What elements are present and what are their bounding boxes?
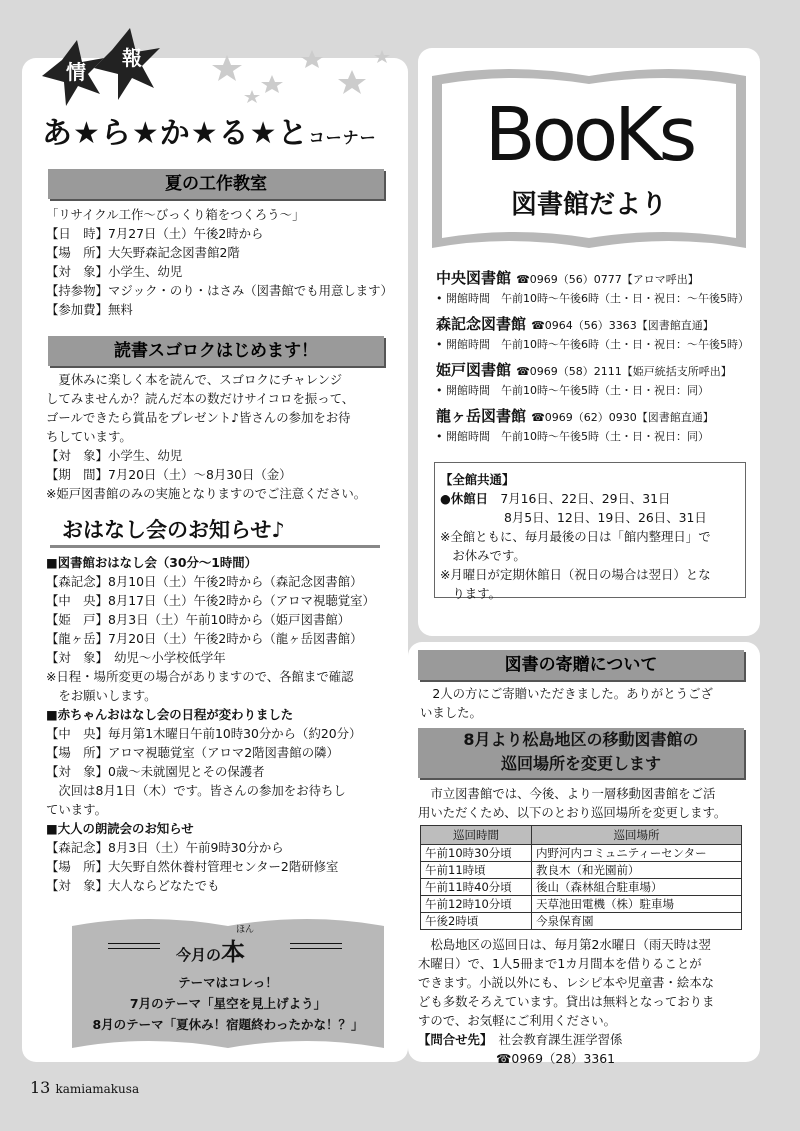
library-list xyxy=(436,267,749,451)
common-note: お休みです。 xyxy=(440,548,526,563)
monthly-book-line: 7月のテーマ「星空を見上げよう」 xyxy=(129,996,327,1011)
library-hours: • 開館時間 午前10時～午後5時（土・日・祝日：同） xyxy=(436,430,709,443)
route-time: 午前10時30分頃 xyxy=(421,845,532,862)
donation-line: 2人の方にご寄贈いただきました。ありがとうござ xyxy=(420,686,713,701)
mobile-body-line: できます。小説以外にも、レシピ本や児童書・絵本な xyxy=(418,975,715,990)
common-note: ※月曜日が定期休館日（祝日の場合は翌日）とな xyxy=(440,567,711,582)
sugoroku-line: ゴールできたら賞品をプレゼント♪皆さんの参加をお待 xyxy=(46,410,351,425)
library-hours: • 開館時間 午前10時～午後6時（土・日・祝日：～午後5時） xyxy=(436,338,749,351)
library-note: 【アロマ呼出】 xyxy=(621,273,699,286)
monthly-book-line: テーマはコレっ！ xyxy=(178,975,278,990)
route-table xyxy=(420,825,742,930)
common-closed-line1: 7月16日、22日、29日、31日 xyxy=(500,491,671,506)
library-tel: ☎0969（56）0777 xyxy=(516,273,622,286)
mobile-heading-line2: 巡回場所を変更します xyxy=(500,754,661,773)
sugoroku-line: ちしています。 xyxy=(46,429,132,444)
common-heading: 【全館共通】 xyxy=(440,472,515,487)
table-row xyxy=(421,913,742,930)
footer-brand: kamiamakusa xyxy=(55,1082,140,1096)
ohanashi-line: 【龍ヶ岳】7月20日（土）午後2時から（龍ヶ岳図書館） xyxy=(46,631,363,646)
table-row xyxy=(421,896,742,913)
mobile-body-line: すので、お気軽にご利用ください。 xyxy=(418,1013,617,1028)
ohanashi-body xyxy=(46,553,375,895)
mobile-body-line: 木曜日）で、1人5冊まで1カ月間本を借りることが xyxy=(418,956,702,971)
contact-label: 【問合せ先】 xyxy=(418,1032,487,1047)
table-row xyxy=(421,845,742,862)
route-place: 教良木（和光園前） xyxy=(532,862,742,879)
books-subtitle: 図書館だより xyxy=(510,190,667,220)
sugoroku-body xyxy=(46,370,366,503)
mobile-heading xyxy=(418,728,744,778)
ohanashi-line: ています。 xyxy=(46,802,107,817)
ohanashi-underline xyxy=(50,545,380,548)
ohanashi-line: 【姫 戸】8月3日（土）午前10時から（姫戸図書館） xyxy=(46,612,351,627)
footer xyxy=(30,1078,139,1097)
route-table-header xyxy=(421,826,742,845)
sugoroku-line: してみませんか？読んだ本の数だけサイコロを振って、 xyxy=(46,391,355,406)
craft-line: 【場 所】大矢野森記念図書館2階 xyxy=(46,245,240,260)
contact-dept: 社会教育課生涯学習係 xyxy=(498,1032,623,1047)
monthly-book-rule-right xyxy=(290,943,342,949)
library-hours: • 開館時間 午前10時～午後5時（土・日・祝日：同） xyxy=(436,384,709,397)
library-item xyxy=(436,359,749,405)
mobile-heading-line1: 8月より松島地区の移動図書館の xyxy=(463,730,699,749)
route-header-place: 巡回場所 xyxy=(532,826,742,845)
route-place: 後山（森林組合駐車場） xyxy=(532,879,742,896)
library-name: 森記念図書館 xyxy=(436,315,527,333)
ohanashi-line: 次回は8月1日（木）です。皆さんの参加をお待ちし xyxy=(46,783,346,798)
ohanashi-line: 【場 所】大矢野自然休養村管理センター2階研修室 xyxy=(46,859,339,874)
table-row xyxy=(421,862,742,879)
common-note: ※全館ともに、毎月最後の日は「館内整理日」で xyxy=(440,529,711,544)
header-title xyxy=(42,108,377,152)
route-place: 内野河内コミュニティーセンター xyxy=(532,845,742,862)
craft-line: 【持参物】マジック・のり・はさみ（図書館でも用意します） xyxy=(46,283,393,298)
route-time: 午前11時40分頃 xyxy=(421,879,532,896)
donation-heading: 図書の寄贈について xyxy=(418,650,744,680)
monthly-book-title-prefix: 今月の xyxy=(176,946,222,964)
library-note: 【図書館直通】 xyxy=(636,411,714,424)
ohanashi-line: 【対 象】0歳～未就園児とその保護者 xyxy=(46,764,265,779)
library-note: 【姫戸統括支所呼出】 xyxy=(621,365,732,378)
library-tel: ☎0964（56）3363 xyxy=(531,319,637,332)
library-name: 姫戸図書館 xyxy=(436,361,512,379)
ohanashi-line: 【場 所】アロマ視聴覚室（アロマ2階図書館の隣） xyxy=(46,745,339,760)
ohanashi-line: ※日程・場所変更の場合がありますので、各館まで確認 xyxy=(46,669,354,684)
header-title-suffix: コーナー xyxy=(308,128,377,147)
ohanashi-line: 【対 象】 幼児～小学校低学年 xyxy=(46,650,226,665)
route-time: 午前11時頃 xyxy=(421,862,532,879)
library-item xyxy=(436,267,749,313)
route-place: 天草池田電機（株）駐車場 xyxy=(532,896,742,913)
ohanashi-line: ■図書館おはなし会（30分～1時間） xyxy=(46,555,258,570)
mobile-body-line: 松島地区の巡回日は、毎月第2水曜日（雨天時は翌 xyxy=(418,937,711,952)
sugoroku-line: 【対 象】小学生、幼児 xyxy=(46,448,183,463)
header-tag-1: 情 xyxy=(66,60,86,84)
library-note: 【図書館直通】 xyxy=(636,319,714,332)
craft-line: 【参加費】無料 xyxy=(46,302,133,317)
ohanashi-line: 【中 央】8月17日（土）午後2時から（アロマ視聴覚室） xyxy=(46,593,375,608)
mobile-body xyxy=(418,935,714,1068)
monthly-book-ruby: ほん xyxy=(236,925,255,935)
craft-line: 「リサイクル工作～びっくり箱をつくろう～」 xyxy=(46,207,305,222)
ohanashi-line: 【森記念】8月10日（土）午後2時から（森記念図書館） xyxy=(46,574,363,589)
sugoroku-line: ※姫戸図書館のみの実施となりますのでご注意ください。 xyxy=(46,486,367,501)
common-body xyxy=(440,470,711,603)
library-tel: ☎0969（62）0930 xyxy=(531,411,637,424)
mobile-body-line: ども多数そろえています。貸出は無料となっておりま xyxy=(418,994,715,1009)
monthly-book-themes xyxy=(68,972,388,1035)
ohanashi-line: ■大人の朗読会のお知らせ xyxy=(46,821,194,836)
donation-line: いました。 xyxy=(420,705,482,720)
ohanashi-line: 【中 央】毎月第1木曜日午前10時30分から（約20分） xyxy=(46,726,362,741)
monthly-book-rule-left xyxy=(108,943,160,949)
monthly-book-title-main: 本 xyxy=(221,938,246,966)
books-logo: BooKs xyxy=(484,92,694,178)
ohanashi-line: をお願いします。 xyxy=(46,688,157,703)
library-name: 中央図書館 xyxy=(436,269,512,287)
header-title-main: あ★ら★か★る★と xyxy=(42,116,309,151)
common-closed-line2: 8月5日、12日、19日、26日、31日 xyxy=(504,510,707,525)
route-time: 午後2時頃 xyxy=(421,913,532,930)
craft-body xyxy=(46,205,393,319)
monthly-book-title xyxy=(176,932,245,967)
monthly-book-line: 8月のテーマ「夏休み！宿題終わったかな！？」 xyxy=(92,1017,364,1032)
ohanashi-line: ■赤ちゃんおはなし会の日程が変わりました xyxy=(46,707,294,722)
craft-line: 【日 時】7月27日（土）午後2時から xyxy=(46,226,264,241)
library-hours: • 開館時間 午前10時～午後6時（土・日・祝日：～午後5時） xyxy=(436,292,749,305)
sugoroku-line: 夏休みに楽しく本を読んで、スゴロクにチャレンジ xyxy=(46,372,343,387)
library-item xyxy=(436,313,749,359)
sugoroku-heading: 読書スゴロクはじめます！ xyxy=(48,336,384,366)
contact-tel: ☎0969（28）3361 xyxy=(496,1051,616,1066)
ohanashi-line: 【対 象】大人ならどなたでも xyxy=(46,878,220,893)
mobile-intro-line: 用いただくため、以下のとおり巡回場所を変更します。 xyxy=(418,805,727,820)
library-tel: ☎0969（58）2111 xyxy=(516,365,622,378)
ohanashi-heading: おはなし会のお知らせ♪ xyxy=(62,518,285,542)
route-time: 午前12時10分頃 xyxy=(421,896,532,913)
route-header-time: 巡回時間 xyxy=(421,826,532,845)
sugoroku-line: 【期 間】7月20日（土）～8月30日（金） xyxy=(46,467,292,482)
mobile-intro xyxy=(418,784,726,822)
page-number: 13 xyxy=(30,1078,51,1097)
common-closed-label: ●休館日 xyxy=(440,491,488,506)
route-place: 今泉保育園 xyxy=(532,913,742,930)
common-note: ります。 xyxy=(440,586,501,601)
donation-body xyxy=(420,684,713,722)
ohanashi-line: 【森記念】8月3日（土）午前9時30分から xyxy=(46,840,284,855)
header-tag-2: 報 xyxy=(122,46,142,70)
mobile-intro-line: 市立図書館では、今後、より一層移動図書館をご活 xyxy=(418,786,716,801)
table-row xyxy=(421,879,742,896)
craft-heading: 夏の工作教室 xyxy=(48,169,384,199)
craft-line: 【対 象】小学生、幼児 xyxy=(46,264,183,279)
library-item xyxy=(436,405,749,451)
library-name: 龍ヶ岳図書館 xyxy=(436,407,527,425)
